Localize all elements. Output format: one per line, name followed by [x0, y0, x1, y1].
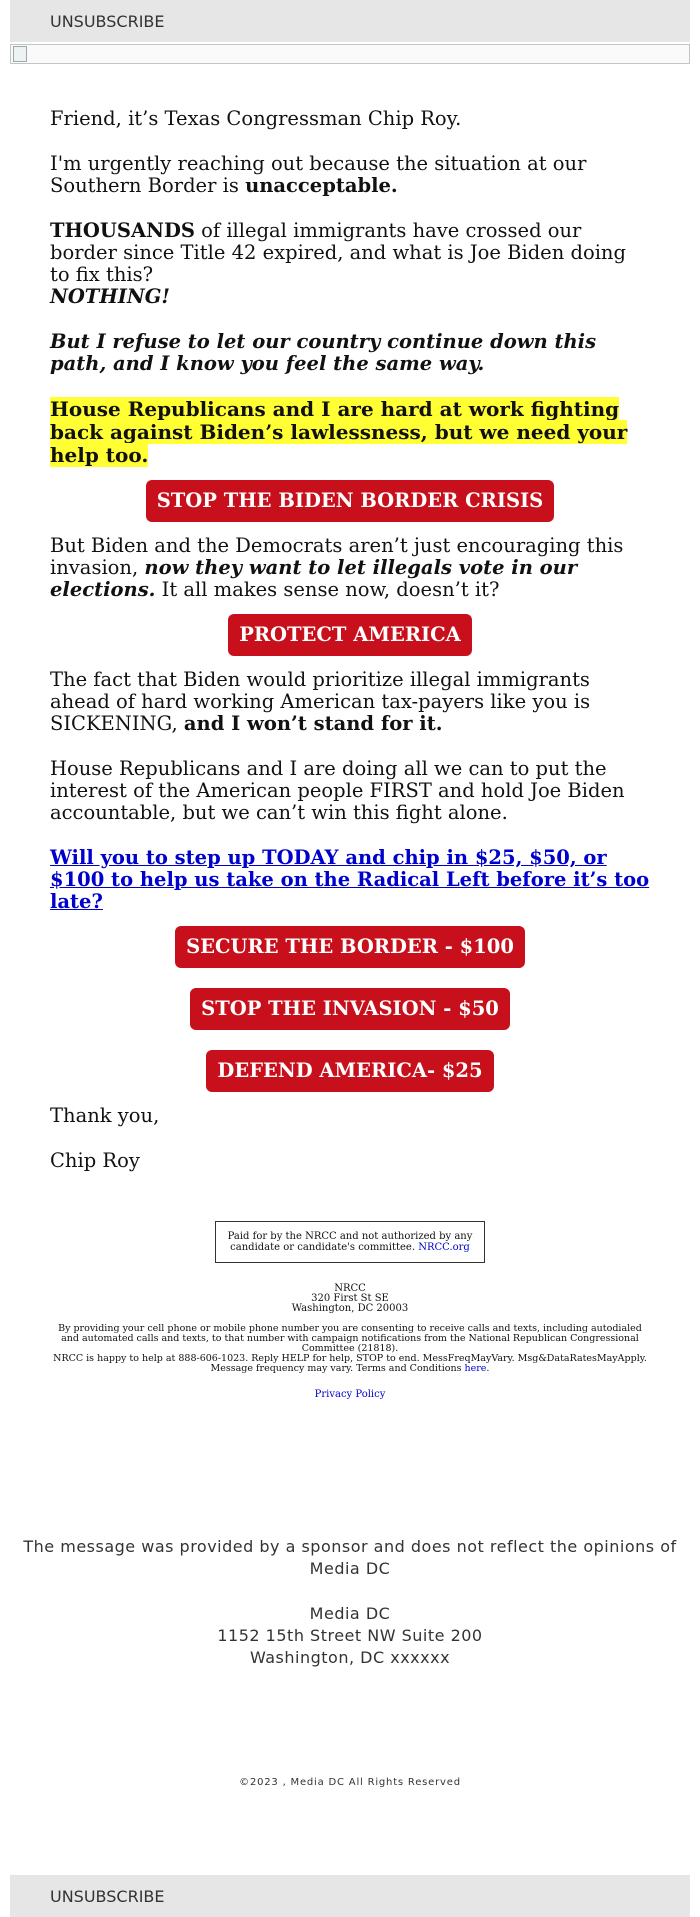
highlight-text: House Republicans and I are hard at work fighting back against Biden’s lawlessness, but we need your help too.: [50, 397, 628, 467]
sponsor-note: The message was provided by a sponsor and does not reflect the opinions of Media DC: [23, 1537, 677, 1578]
cta1-wrap: [50, 480, 650, 522]
signoff: Thank you,: [50, 1104, 160, 1127]
paragraph-border: [50, 153, 650, 197]
nrcc-city: Washington, DC 20003: [291, 1303, 409, 1314]
p4-emph: now they want to let illegals vote in our elections.: [50, 556, 578, 601]
bottom-unsubscribe-link[interactable]: UNSUBSCRIBE: [50, 1887, 165, 1906]
p1-bold: unacceptable.: [245, 174, 398, 197]
terms-here-link[interactable]: here: [464, 1363, 487, 1374]
greeting: Friend, it’s Texas Congressman Chip Roy.: [50, 107, 462, 130]
donate-50-button[interactable]: STOP THE INVASION - $50: [190, 988, 510, 1030]
p2-emph: NOTHING!: [50, 285, 170, 308]
p2-text: of illegal immigrants have crossed our border since Title 42 expired, and what is Joe Biden doing to fix this?: [50, 219, 626, 286]
ask-paragraph: [50, 847, 650, 913]
privacy-policy: [0, 1389, 700, 1400]
email-body: [50, 108, 650, 1195]
disclaimer-text: Paid for by the NRCC and not authorized by any candidate or candidate's committee.: [227, 1231, 473, 1253]
paragraph-refuse: [50, 331, 650, 375]
privacy-policy-link[interactable]: Privacy Policy: [314, 1389, 386, 1400]
paragraph-thousands: [50, 220, 650, 308]
nrcc-address: [0, 1284, 700, 1314]
p4-suffix: It all makes sense now, doesn’t it?: [155, 578, 500, 601]
protect-america-button[interactable]: PROTECT AMERICA: [228, 614, 472, 656]
help-text: NRCC is happy to help at 888-606-1023. Reply HELP for help, STOP to end. MessFreqMayVary. Msg&DataRatesMayApply. Message frequency may vary. Terms and Conditions: [53, 1353, 647, 1374]
paid-for-disclaimer: [215, 1221, 485, 1263]
stop-border-crisis-button[interactable]: STOP THE BIDEN BORDER CRISIS: [146, 480, 555, 522]
p3-text: But I refuse to let our country continue down this path, and I know you feel the same way.: [50, 330, 597, 375]
media-dc-street: 1152 15th Street NW Suite 200: [217, 1626, 483, 1645]
header-banner-image: [10, 44, 690, 64]
cta5-wrap: [50, 1050, 650, 1092]
sms-consent: By providing your cell phone or mobile phone number you are consenting to receive calls and texts, including autodialed and automated calls and texts, to that number with campaign notifications from the National Republican Congressional Committee (21818).: [58, 1323, 642, 1354]
cta2-wrap: [50, 614, 650, 656]
cta3-wrap: [50, 926, 650, 968]
sms-help: NRCC is happy to help at 888-606-1023. Reply HELP for help, STOP to end. MessFreqMayVary. Msg&DataRatesMayApply. Message frequency may vary. Terms and Conditions here.: [53, 1353, 647, 1374]
donate-ask-link[interactable]: Will you to step up TODAY and chip in $25, $50, or $100 to help us take on the Radical Left before it’s too late?: [50, 846, 650, 913]
top-unsubscribe-bar: [10, 0, 690, 42]
paragraph-sickening: [50, 669, 650, 735]
p5-bold: and I won’t stand for it.: [183, 712, 443, 735]
media-dc-city: Washington, DC xxxxxx: [249, 1648, 451, 1667]
paragraph-fight-alone: House Republicans and I are doing all we can to put the interest of the American people FIRST and hold Joe Biden accountable, but we can’t win this fight alone.: [50, 757, 625, 824]
donate-25-button[interactable]: DEFEND AMERICA- $25: [206, 1050, 493, 1092]
media-dc-name: Media DC: [309, 1604, 391, 1623]
media-dc-address: [0, 1603, 700, 1669]
p2-bold: THOUSANDS: [50, 219, 195, 242]
nrcc-site-link[interactable]: NRCC.org: [418, 1242, 470, 1253]
bottom-unsubscribe-bar: [10, 1875, 690, 1917]
copyright: ©2023 , Media DC All Rights Reserved: [239, 1777, 461, 1788]
paragraph-democrats: [50, 535, 650, 601]
signature: Chip Roy: [50, 1149, 140, 1172]
top-unsubscribe-link[interactable]: UNSUBSCRIBE: [50, 12, 165, 31]
p5-prefix: The fact that Biden would prioritize illegal immigrants ahead of hard working American tax-payers like you is SICKENING,: [50, 668, 591, 735]
donate-100-button[interactable]: SECURE THE BORDER - $100: [175, 926, 525, 968]
cta4-wrap: [50, 988, 650, 1030]
nrcc-name: NRCC: [334, 1283, 366, 1294]
nrcc-street: 320 First St SE: [311, 1293, 389, 1304]
broken-image-icon: [13, 46, 27, 62]
p4-prefix: But Biden and the Democrats aren’t just encouraging this invasion,: [50, 534, 624, 579]
highlight-paragraph: [50, 398, 650, 467]
p1-text: I'm urgently reaching out because the situation at our Southern Border is: [50, 152, 587, 197]
